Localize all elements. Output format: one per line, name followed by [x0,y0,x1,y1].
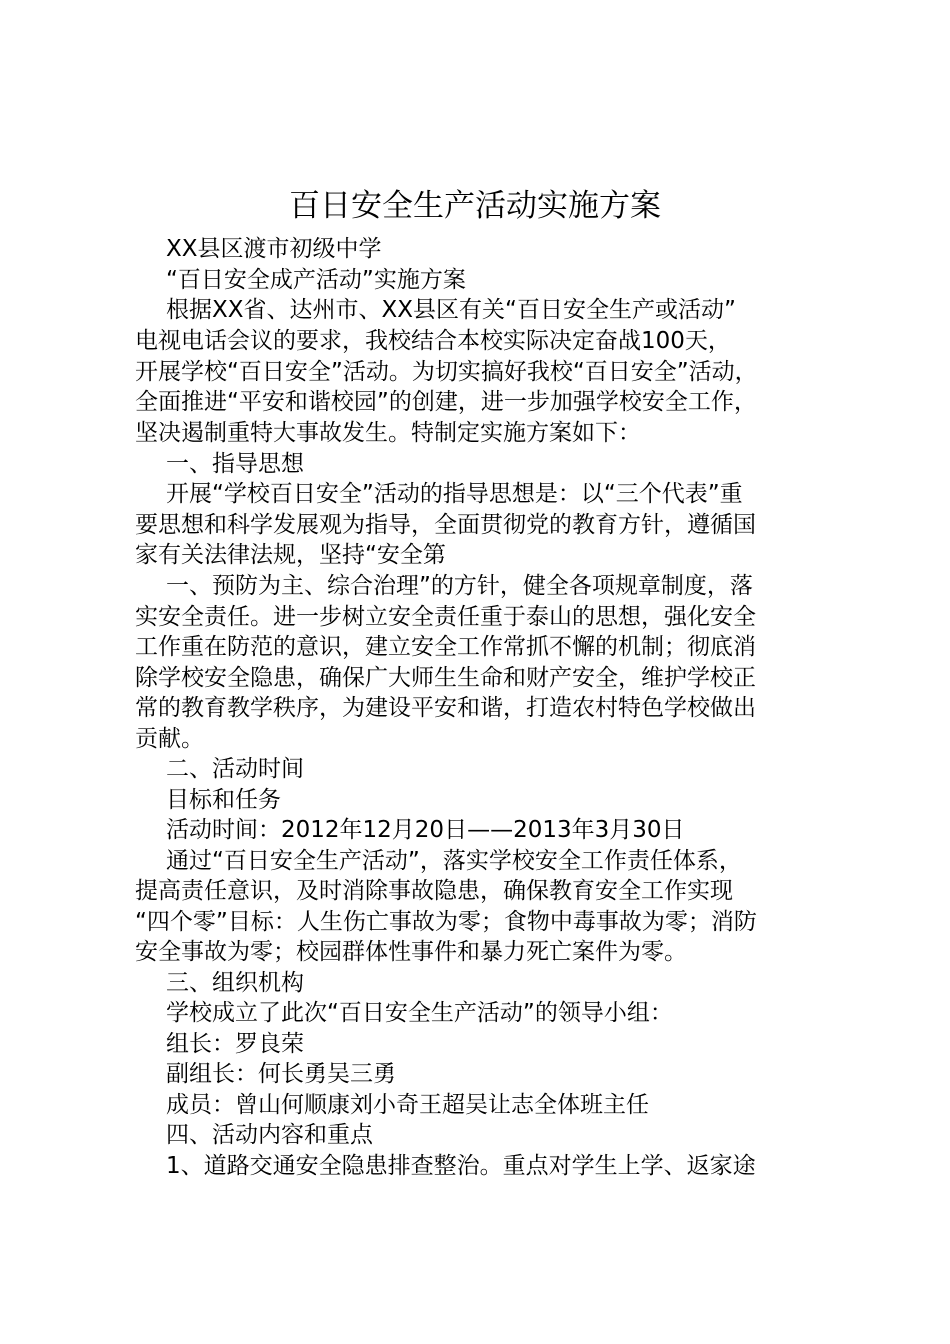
paragraph-line: 目标和任务 [166,787,281,813]
paragraph-line: 工作重在防范的意识，建立安全工作常抓不懈的机制；彻底消 [135,634,756,660]
paragraph-line: 通过“百日安全生产活动”，落实学校安全工作责任体系， [166,848,742,874]
paragraph-line: 学校成立了此次“百日安全生产活动”的领导小组： [166,1000,673,1026]
deputy-leader-line: 副组长：何长勇吴三勇 [166,1061,396,1087]
paragraph-line: 电视电话会议的要求，我校结合本校实际决定奋战100天， [135,328,731,354]
paragraph-line: 1、道路交通安全隐患排查整治。重点对学生上学、返家途 [166,1153,756,1179]
paragraph-line: 全面推进“平安和谐校园”的创建，进一步加强学校安全工作， [135,389,757,415]
paragraph-line: 除学校安全隐患，确保广大师生生命和财产安全，维护学校正 [135,665,756,691]
paragraph-line: 常的教育教学秩序，为建设平安和谐，打造农村特色学校做出 [135,695,756,721]
paragraph-line: 要思想和科学发展观为指导，全面贯彻党的教育方针，遵循国 [135,512,756,538]
paragraph-line: 坚决遏制重特大事故发生。特制定实施方案如下： [135,420,641,446]
paragraph-line: “四个零”目标：人生伤亡事故为零；食物中毒事故为零；消防 [135,909,757,935]
paragraph-line: 开展学校“百日安全”活动。为切实搞好我校“百日安全”活动， [135,359,758,385]
section-heading: 二、活动时间 [166,756,304,782]
members-line: 成员：曾山何顺康刘小奇王超吴让志全体班主任 [166,1092,649,1118]
school-name-line: XX县区渡市初级中学 [166,236,382,262]
paragraph-line: 安全事故为零；校园群体性事件和暴力死亡案件为零。 [135,939,687,965]
paragraph-line: 根据XX省、达州市、XX县区有关“百日安全生产或活动” [166,297,736,323]
paragraph-line: 提高责任意识，及时消除事故隐患，确保教育安全工作实现 [135,878,733,904]
paragraph-line: 贡献。 [135,726,204,752]
activity-time-line: 活动时间：2012年12月20日——2013年3月30日 [166,817,685,843]
section-heading: 一、指导思想 [166,451,304,477]
section-heading: 四、活动内容和重点 [166,1122,373,1148]
section-heading: 三、组织机构 [166,970,304,996]
paragraph-line: 家有关法律法规，坚持“安全第 [135,542,446,568]
subtitle-line: “百日安全成产活动”实施方案 [166,267,466,293]
paragraph-line: 一、预防为主、综合治理”的方针，健全各项规章制度，落 [166,573,753,599]
leader-line: 组长：罗良荣 [166,1031,304,1057]
document-title: 百日安全生产活动实施方案 [289,188,661,224]
paragraph-line: 开展“学校百日安全”活动的指导思想是：以“三个代表”重 [166,481,743,507]
paragraph-line: 实安全责任。进一步树立安全责任重于泰山的思想，强化安全 [135,604,756,630]
